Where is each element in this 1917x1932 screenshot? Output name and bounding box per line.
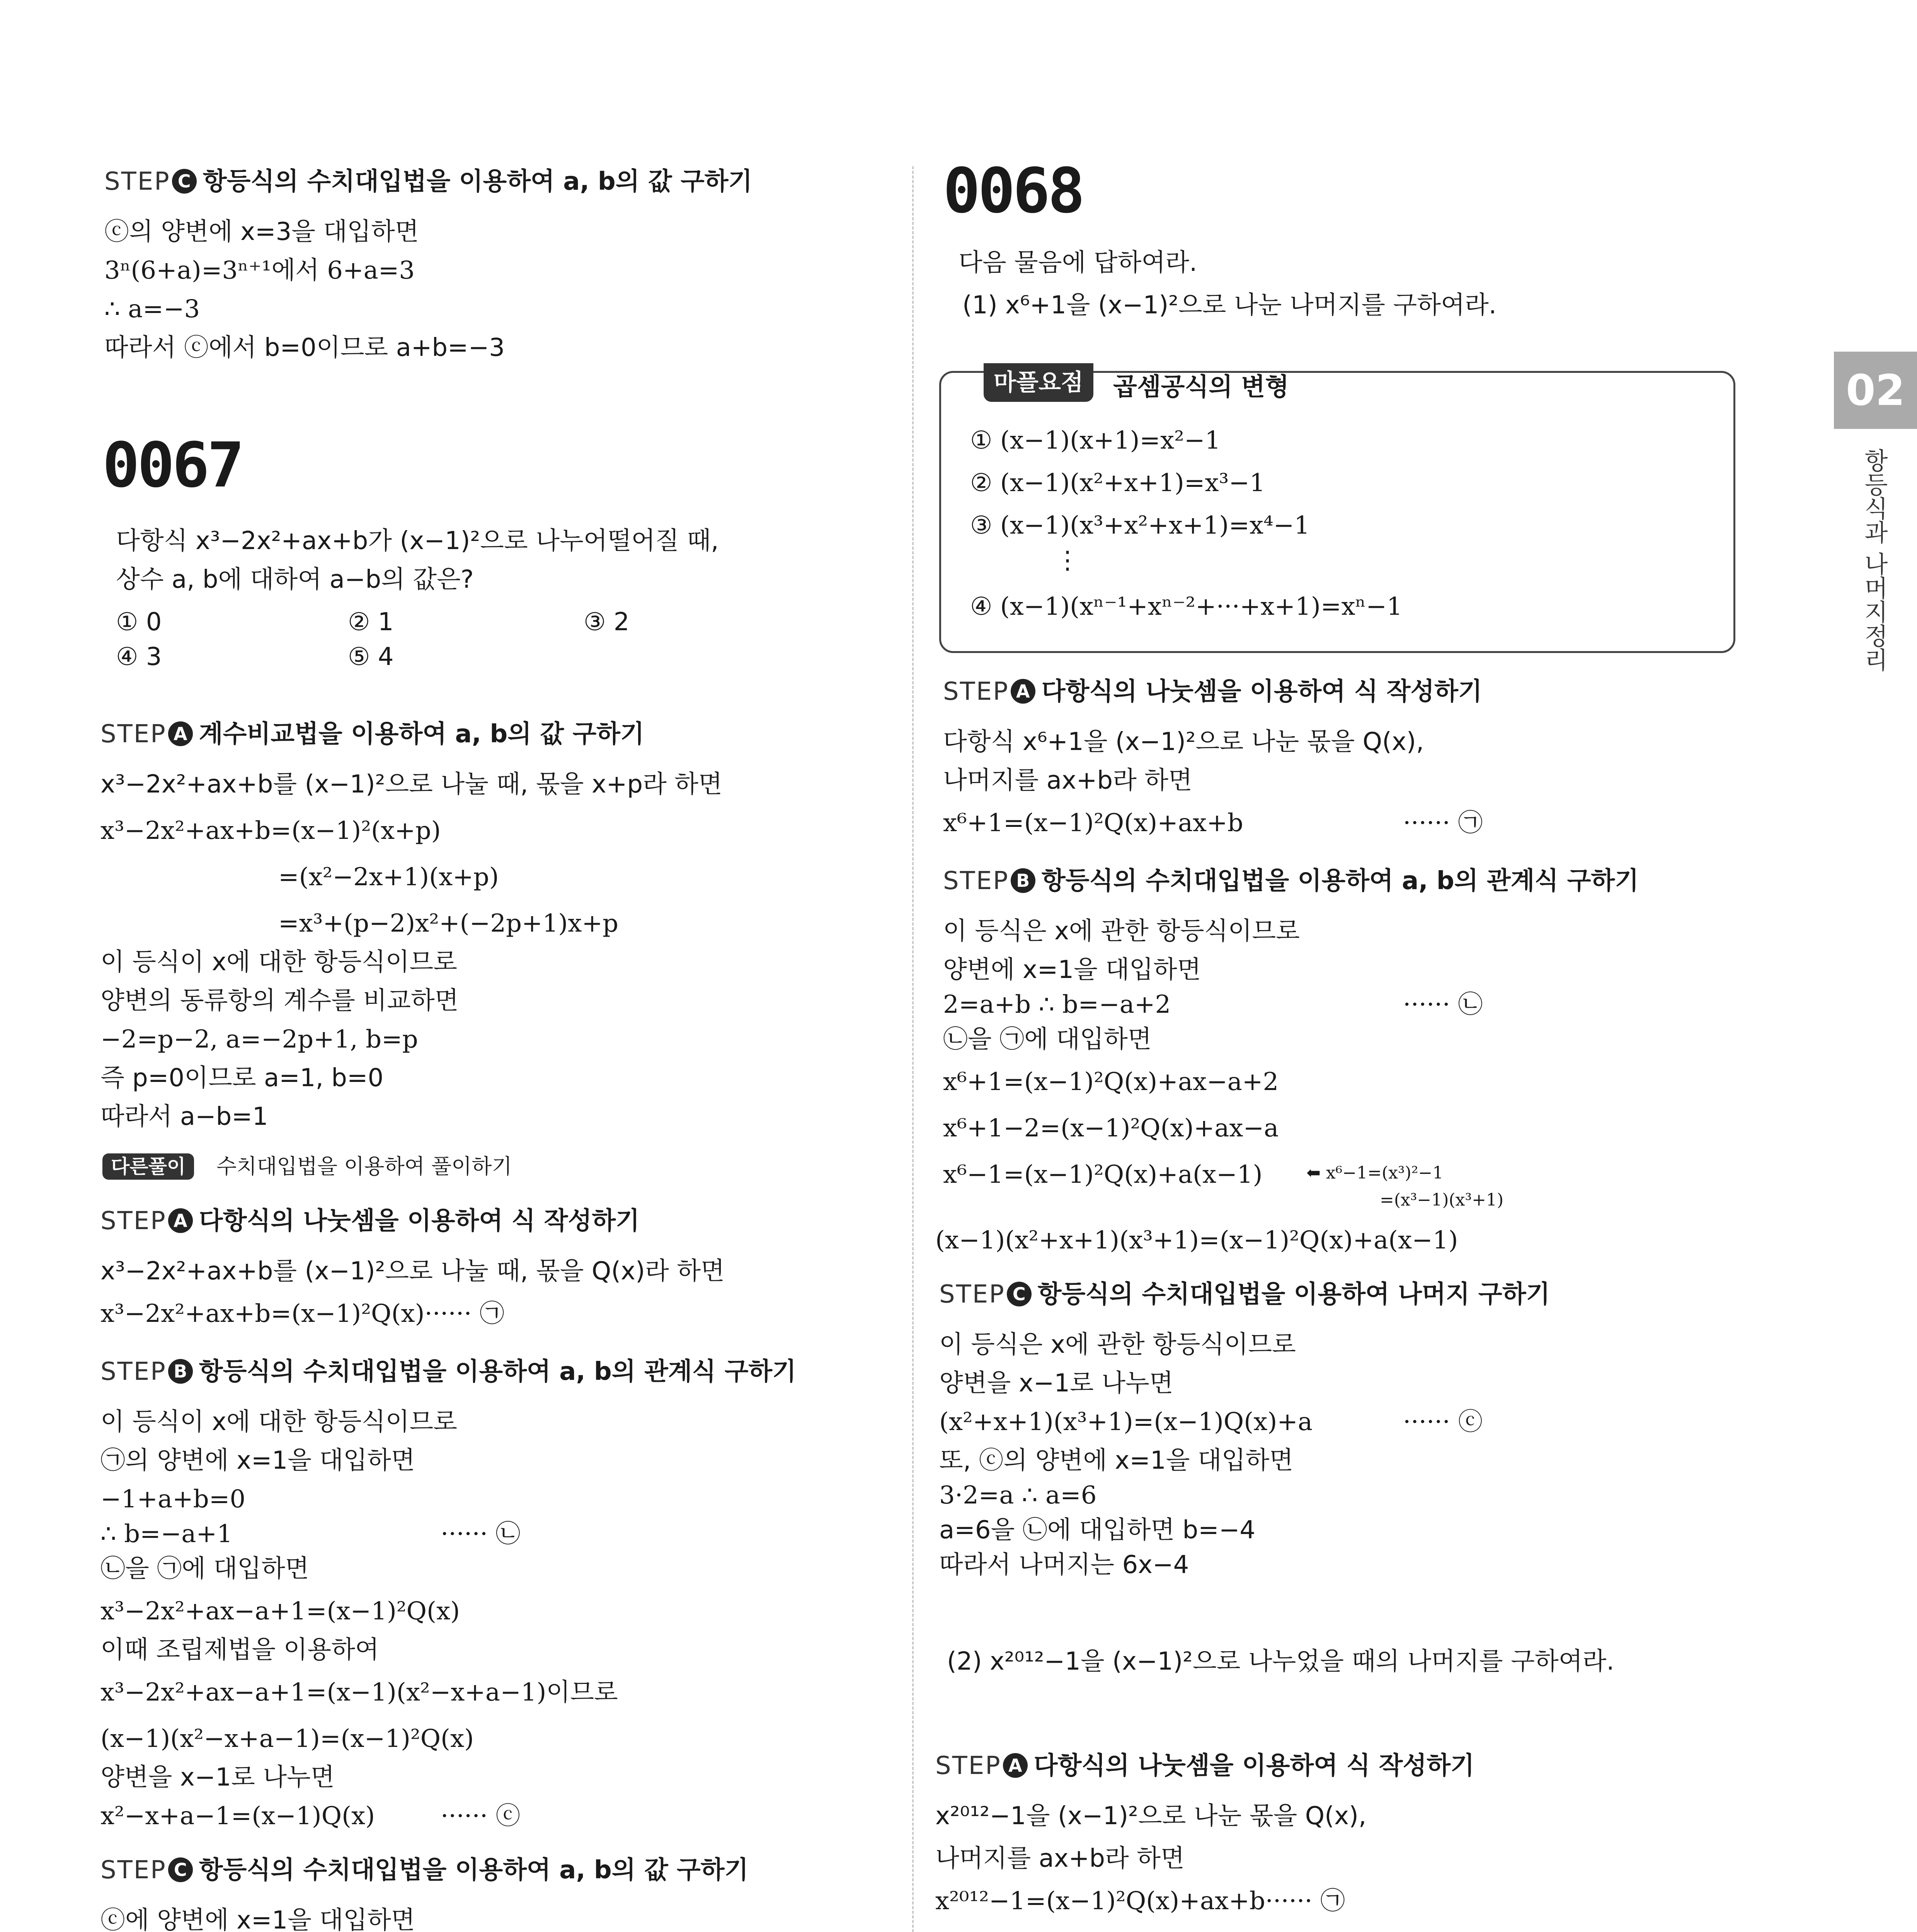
solution-line: 양변을 x−1로 나누면 — [100, 1763, 335, 1792]
equation-marker: ······ ㉡ — [1403, 990, 1483, 1019]
solution-line: (x−1)(x²+x+1)(x³+1)=(x−1)²Q(x)+a(x−1) — [935, 1226, 1458, 1255]
step-header: STEP C 항등식의 수치대입법을 이용하여 나머지 구하기 — [939, 1280, 1550, 1309]
solution-line: x⁶+1−2=(x−1)²Q(x)+ax−a — [943, 1114, 1279, 1143]
solution-line: (x²+x+1)(x³+1)=(x−1)Q(x)+a — [939, 1408, 1313, 1436]
choice-4: ④ 3 — [116, 643, 162, 671]
key-point-item: ① (x−1)(x+1)=x²−1 — [970, 426, 1221, 455]
solution-line: ⓒ의 양변에 x=3을 대입하면 — [104, 218, 419, 246]
key-point-tag: 마플요점 — [984, 363, 1093, 402]
solution-line: x⁶+1=(x−1)²Q(x)+ax−a+2 — [943, 1068, 1279, 1096]
solution-line: 따라서 나머지는 6x−4 — [939, 1551, 1189, 1579]
step-header: STEP A 다항식의 나눗셈을 이용하여 식 작성하기 — [935, 1752, 1474, 1780]
solution-line: 3ⁿ(6+a)=3ⁿ⁺¹에서 6+a=3 — [104, 256, 415, 285]
step-header: STEP C 항등식의 수치대입법을 이용하여 a, b의 값 구하기 — [104, 167, 752, 196]
alt-solution-chip: 다른풀이 — [102, 1153, 194, 1180]
solution-line: x³−2x²+ax+b를 (x−1)²으로 나눌 때, 몫을 Q(x)라 하면 — [100, 1257, 725, 1286]
problem-question: 상수 a, b에 대하여 a−b의 값은? — [116, 565, 474, 594]
solution-line: x²⁰¹²−1을 (x−1)²으로 나눈 몫을 Q(x), — [935, 1802, 1367, 1830]
solution-line: 이 등식이 x에 대한 항등식이므로 — [100, 948, 457, 976]
equation-marker: ······ ㉡ — [441, 1520, 521, 1548]
solution-line: −2=p−2, a=−2p+1, b=p — [100, 1025, 418, 1054]
chapter-title: 항등식과 나머지정리 — [1860, 448, 1888, 672]
solution-line: 이 등식은 x에 관한 항등식이므로 — [939, 1330, 1296, 1359]
alt-solution-caption: 수치대입법을 이용하여 풀이하기 — [216, 1154, 512, 1179]
solution-line: x³−2x²+ax−a+1=(x−1)(x²−x+a−1)이므로 — [100, 1678, 618, 1707]
solution-line: 즉 p=0이므로 a=1, b=0 — [100, 1064, 384, 1092]
solution-line: ∴ a=−3 — [104, 295, 200, 323]
key-point-item: ④ (x−1)(xⁿ⁻¹+xⁿ⁻²+···+x+1)=xⁿ−1 — [970, 592, 1403, 621]
equation-marker: ······ ㉠ — [1403, 809, 1483, 837]
problem-question: (1) x⁶+1을 (x−1)²으로 나눈 나머지를 구하여라. — [962, 291, 1497, 320]
problem-question: (2) x²⁰¹²−1을 (x−1)²으로 나누었을 때의 나머지를 구하여라. — [947, 1647, 1614, 1676]
solution-line: ∴ b=−a+1 — [100, 1520, 233, 1548]
solution-line: 나머지를 ax+b라 하면 — [943, 766, 1192, 795]
step-header: STEP B 항등식의 수치대입법을 이용하여 a, b의 관계식 구하기 — [100, 1357, 797, 1386]
solution-line: 양변에 x=1을 대입하면 — [943, 956, 1201, 984]
choice-1: ① 0 — [116, 608, 162, 636]
column-divider — [912, 166, 914, 1932]
equation-marker: ······ ⓒ — [441, 1802, 521, 1830]
solution-line: 양변의 동류항의 계수를 비교하면 — [100, 986, 459, 1015]
solution-line: 이 등식이 x에 대한 항등식이므로 — [100, 1408, 457, 1436]
solution-line: ㉡을 ㉠에 대입하면 — [943, 1025, 1152, 1054]
problem-number: 0067 — [102, 429, 242, 501]
solution-line: 이 등식은 x에 관한 항등식이므로 — [943, 917, 1300, 946]
solution-line: 3·2=a ∴ a=6 — [939, 1481, 1097, 1510]
solution-line: x²−x+a−1=(x−1)Q(x) — [100, 1802, 375, 1830]
solution-line: ㉠의 양변에 x=1을 대입하면 — [100, 1446, 415, 1475]
step-header: STEP B 항등식의 수치대입법을 이용하여 a, b의 관계식 구하기 — [943, 867, 1639, 895]
step-header: STEP A 계수비교법을 이용하여 a, b의 값 구하기 — [100, 720, 644, 748]
solution-line: −1+a+b=0 — [100, 1485, 246, 1514]
step-header: STEP A 다항식의 나눗셈을 이용하여 식 작성하기 — [100, 1207, 640, 1235]
solution-line: x²⁰¹²−1=(x−1)²Q(x)+ax+b······ ㉠ — [935, 1887, 1345, 1915]
solution-line: 2=a+b ∴ b=−a+2 — [943, 990, 1171, 1019]
key-point-item: ⋮ — [1055, 546, 1080, 575]
problem-number: 0068 — [943, 155, 1083, 227]
solution-line: a=6을 ㉡에 대입하면 b=−4 — [939, 1516, 1256, 1544]
solution-line: x³−2x²+ax+b=(x−1)²(x+p) — [100, 816, 441, 845]
chapter-tab: 02 — [1834, 352, 1917, 429]
solution-line: =(x²−2x+1)(x+p) — [278, 863, 499, 891]
problem-question: 다항식 x³−2x²+ax+b가 (x−1)²으로 나누어떨어질 때, — [116, 527, 719, 555]
solution-line: ⓒ에 양변에 x=1을 대입하면 — [100, 1906, 415, 1932]
solution-line: 다항식 x⁶+1을 (x−1)²으로 나눈 몫을 Q(x), — [943, 728, 1424, 756]
step-header: STEP A 다항식의 나눗셈을 이용하여 식 작성하기 — [943, 677, 1482, 706]
solution-line: 양변을 x−1로 나누면 — [939, 1369, 1173, 1398]
solution-line: 나머지를 ax+b라 하면 — [935, 1844, 1185, 1873]
key-point-title: 곱셈공식의 변형 — [1113, 373, 1289, 401]
choice-2: ② 1 — [348, 608, 394, 636]
solution-line: x⁶+1=(x−1)²Q(x)+ax+b — [943, 809, 1243, 837]
solution-line: =x³+(p−2)x²+(−2p+1)x+p — [278, 909, 618, 938]
equation-marker: ······ ⓒ — [1403, 1408, 1483, 1436]
solution-line: 이때 조립제법을 이용하여 — [100, 1636, 379, 1664]
solution-line: 따라서 a−b=1 — [100, 1102, 268, 1131]
solution-line: ㉡을 ㉠에 대입하면 — [100, 1554, 309, 1583]
solution-line: x⁶−1=(x−1)²Q(x)+a(x−1) — [943, 1160, 1263, 1189]
side-note: =(x³−1)(x³+1) — [1380, 1190, 1504, 1210]
solution-line: x³−2x²+ax+b를 (x−1)²으로 나눌 때, 몫을 x+p라 하면 — [100, 770, 722, 799]
choice-5: ⑤ 4 — [348, 643, 394, 671]
step-header: STEP C 항등식의 수치대입법을 이용하여 a, b의 값 구하기 — [100, 1856, 749, 1884]
solution-line: (x−1)(x²−x+a−1)=(x−1)²Q(x) — [100, 1725, 474, 1753]
solution-line: 또, ⓒ의 양변에 x=1을 대입하면 — [939, 1446, 1294, 1475]
key-point-item: ② (x−1)(x²+x+1)=x³−1 — [970, 469, 1265, 497]
choice-3: ③ 2 — [584, 608, 630, 636]
key-point-item: ③ (x−1)(x³+x²+x+1)=x⁴−1 — [970, 511, 1310, 540]
solution-line: 따라서 ⓒ에서 b=0이므로 a+b=−3 — [104, 333, 505, 362]
solution-line: x³−2x²+ax+b=(x−1)²Q(x)······ ㉠ — [100, 1299, 504, 1328]
problem-intro: 다음 물음에 답하여라. — [958, 248, 1197, 277]
solution-line: x³−2x²+ax−a+1=(x−1)²Q(x) — [100, 1597, 460, 1626]
side-note: ⬅ x⁶−1=(x³)²−1 — [1306, 1163, 1444, 1183]
